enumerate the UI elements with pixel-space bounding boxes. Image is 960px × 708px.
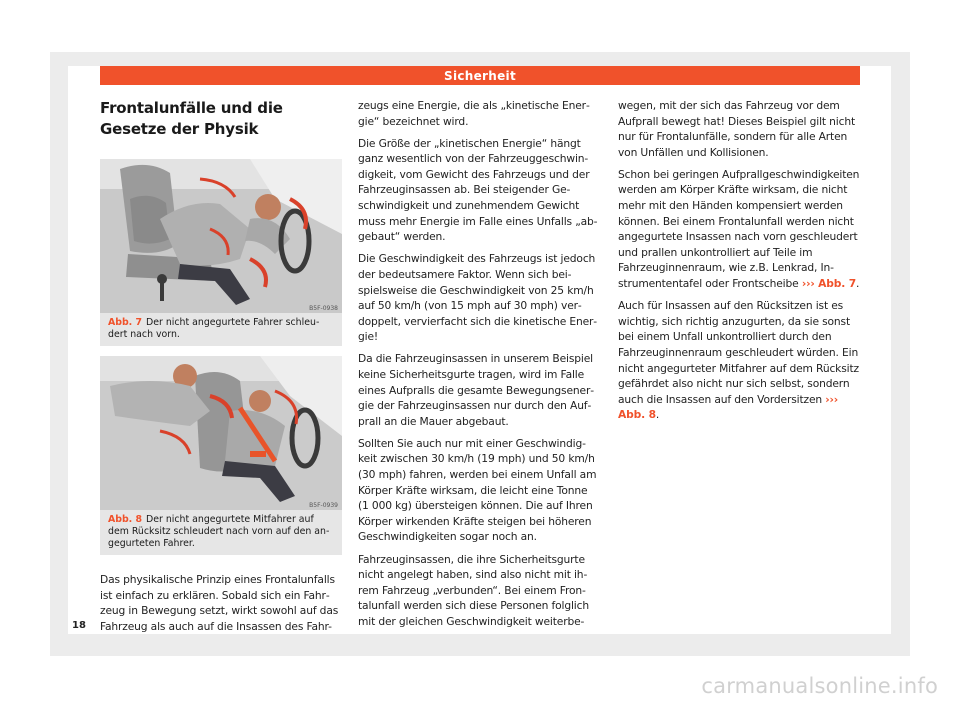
col3-paragraph-3: Auch für Insassen auf den Rücksitzen ist es wichtig, sich richtig anzugurten, da sie sonst bei einem Unfall unkontrolliert durch den Fahrzeuginnenraum geschleudert würden. Ein nicht angegurteter Mitfahrer auf dem Rücksitz gefährdet also nicht nur sich selbst, sondern auch die Insassen auf den Vordersitzen ››› Abb. 8. [618, 299, 859, 422]
col3-paragraph-1: wegen, mit der sich das Fahrzeug vor dem Aufprall bewegt hat! Dieses Beispiel gilt nicht nur für Frontalunfälle, sondern für alle Arten von Unfällen und Kollisionen. [618, 99, 856, 159]
col3-paragraph-2-text: Schon bei geringen Aufprallgeschwindigkeiten werden am Körper Kräfte wirksam, die nicht mehr mit den Händen kompensiert werden können. Bei einem Frontalunfall werden nicht angegurtete Insassen nach vorn geschleudert und prallen unkontrolliert auf Teile im Fahrzeuginnenraum, wie z.B. Lenkrad, Instrumententafel oder Frontscheibe [618, 167, 860, 291]
section-heading: Frontalunfälle und die Gesetze der Physik [100, 99, 283, 138]
col1-paragraph-1: Das physikalische Prinzip eines Frontalunfalls ist einfach zu erklären. Sobald sich ein Fahrzeug in Bewegung setzt, wirkt sowohl auf das Fahrzeug als auch auf die Insassen des Fahr- [100, 573, 339, 633]
figure-7-reference-link[interactable]: ››› Abb. 7 [801, 277, 857, 291]
col2-paragraph-6: Fahrzeuginsassen, die ihre Sicherheitsgurte nicht angelegt haben, sind also nicht mit ihrem Fahrzeug „verbunden“. Bei einem Frontalunfall werden sich diese Personen folglich mit der gleichen Geschwindigkeit weiterbe- [358, 552, 589, 628]
col2-paragraph-5: Sollten Sie auch nur mit einer Geschwindigkeit zwischen 30 km/h (19 mph) und 50 km/h (30 mph) fahren, werden bei einem Unfall am Körper Kräfte wirksam, die leicht eine Tonne (1 000 kg) übersteigen können. Die auf Ihren Körper wirkenden Kräfte steigen bei höheren Geschwindigkeiten sogar noch an. [358, 436, 597, 544]
figure-7-label: Abb. 7 [108, 317, 143, 328]
figure-7-code: B5F-0938 [309, 305, 338, 312]
figure-7-illustration [100, 159, 342, 313]
figure-8-label: Abb. 8 [108, 514, 143, 525]
section-header-title: Sicherheit [444, 68, 516, 83]
driver-crash-illustration [100, 159, 342, 313]
figure-8-illustration [100, 356, 342, 510]
col2-paragraph-3: Die Geschwindigkeit des Fahrzeugs ist jedoch der bedeutsamere Faktor. Wenn sich beispielsweise die Geschwindigkeit von 25 km/h auf 50 km/h (von 15 mph auf 30 mph) verdoppelt, vervierfacht sich die kinetische Energie! [358, 252, 598, 344]
column-3 [618, 98, 861, 429]
section-header-bar [100, 66, 860, 85]
figure-8-code: B5F-0939 [309, 502, 338, 509]
column-1 [100, 98, 342, 641]
watermark: carmanualsonline.info [701, 674, 938, 698]
col3-paragraph-2: Schon bei geringen Aufprallgeschwindigkeiten werden am Körper Kräfte wirksam, die nicht mehr mit den Händen kompensiert werden können. Bei einem Frontalunfall werden nicht angegurtete Insassen nach vorn geschleudert und prallen unkontrolliert auf Teile im Fahrzeuginnenraum, wie z.B. Lenkrad, Instrumententafel oder Frontscheibe ››› Abb. 7. [618, 167, 860, 291]
col2-paragraph-2: Die Größe der „kinetischen Energie“ hängt ganz wesentlich von der Fahrzeuggeschwindigkeit, vom Gewicht des Fahrzeugs und der Fahrzeuginsassen ab. Bei steigender Geschwindigkeit und zunehmendem Gewicht muss mehr Energie im Falle eines Unfalls „abgebaut“ werden. [358, 136, 598, 244]
figure-8-caption-text: Der nicht angegurtete Mitfahrer auf dem Rücksitz schleudert nach vorn auf den angegurteten Fahrer. [108, 514, 330, 549]
figure-7-caption [100, 313, 342, 346]
figure-8 [100, 356, 342, 555]
figure-8-reference-link[interactable]: ››› Abb. 8 [618, 392, 839, 422]
col2-paragraph-4: Da die Fahrzeuginsassen in unserem Beispiel keine Sicherheitsgurte tragen, wird im Falle eines Aufpralls die gesamte Bewegungsenergie der Fahrzeuginsassen nur durch den Aufprall an die Mauer abgebaut. [358, 352, 595, 428]
col2-paragraph-1: zeugs eine Energie, die als „kinetische Energie“ bezeichnet wird. [358, 99, 590, 128]
figure-7 [100, 159, 342, 346]
col3-paragraph-3-text: Auch für Insassen auf den Rücksitzen ist es wichtig, sich richtig anzugurten, da sie sonst bei einem Unfall unkontrolliert durch den Fahrzeuginnenraum geschleudert würden. Ein nicht angegurteter Mitfahrer auf dem Rücksitz gefährdet also nicht nur sich selbst, sondern auch die Insassen auf den Vordersitzen [618, 299, 859, 406]
column-2 [358, 98, 601, 636]
page-number: 18 [72, 620, 86, 631]
figure-8-caption [100, 510, 342, 555]
figure-7-caption-text: Der nicht angegurtete Fahrer schleudert nach vorn. [108, 317, 320, 340]
passenger-crash-illustration [100, 356, 342, 510]
